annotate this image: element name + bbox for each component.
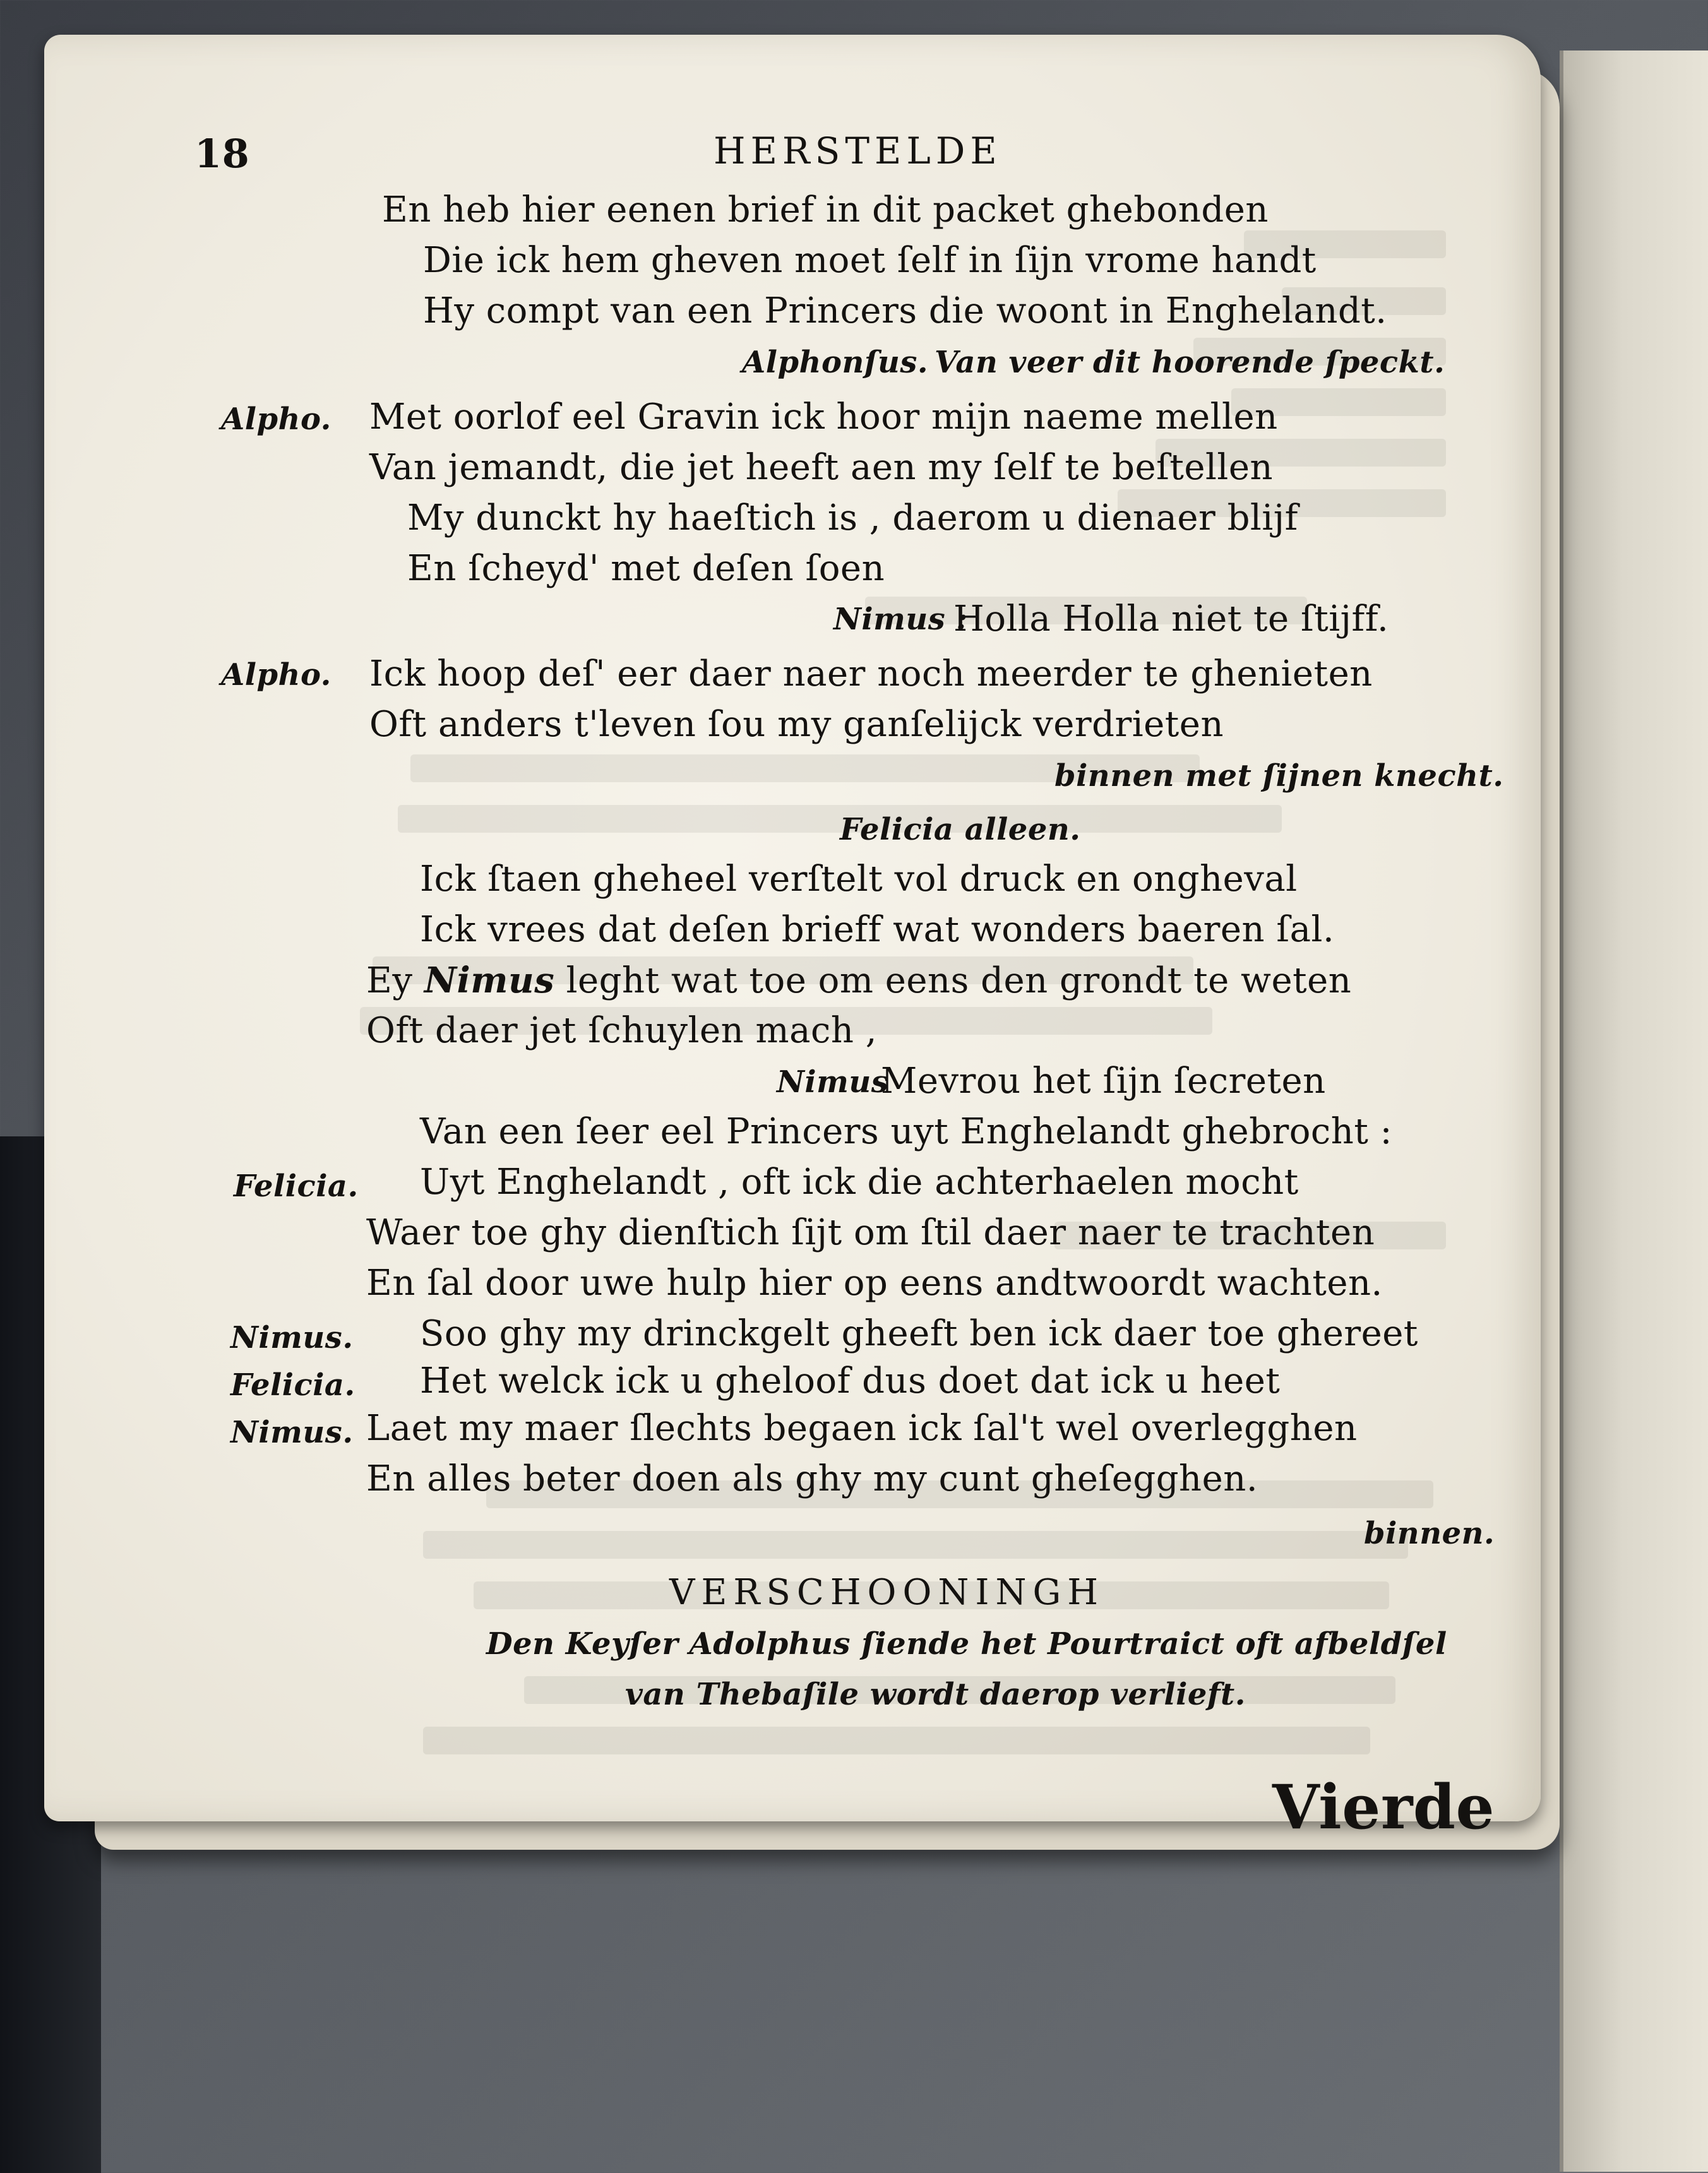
speaker-label: Alpho. [221, 402, 331, 437]
verse-line-18: Mevrou het ſijn ſecreten [881, 1061, 1326, 1102]
speaker-label: Alpho. [221, 657, 331, 693]
speaker-label: Felicia. [234, 1169, 359, 1204]
speaker-label: Felicia. [230, 1367, 355, 1403]
verse-line-19: Van een ſeer eel Princers uyt Enghelandt ghebrocht : [420, 1111, 1393, 1152]
stage-direction: Van veer dit hoorende ſpeckt. [935, 345, 1445, 380]
verse-line-21: Waer toe ghy dienſtich ſijt om ſtil daer naer te trachten [366, 1212, 1375, 1253]
verse-line-25: Laet my maer ſlechts begaen ick ſal't wel overlegghen [366, 1408, 1358, 1449]
speaker-label: Nimus. [230, 1415, 354, 1450]
verse-line-1: En heb hier eenen brief in dit packet ghebonden [382, 189, 1269, 230]
verse-line-8: En ſcheyd' met deſen ſoen [407, 548, 885, 589]
verse-line-24: Het welck ick u gheloof dus doet dat ick u heet [420, 1360, 1281, 1402]
verse-line-9: Holla Holla niet te ſtijff. [953, 598, 1389, 640]
scene-heading: Felicia alleen. [840, 812, 1081, 847]
verse-line-20: Uyt Enghelandt , oft ick die achterhaelen mocht [420, 1162, 1299, 1203]
section-heading: VERSCHOONINGH [669, 1572, 1105, 1613]
speaker-inline: Nimus [424, 960, 555, 1001]
verse-line-15: Ick vrees dat deſen brieff wat wonders baeren ſal. [420, 909, 1335, 950]
verse-line-7: My dunckt hy haeſtich is , daerom u dienaer blijf [407, 497, 1298, 539]
exit-direction: binnen met ſijnen knecht. [1054, 758, 1504, 794]
running-head: HERSTELDE [714, 129, 1002, 172]
verse-line-16: Ey Nimus leght wat toe om eens den grondt te weten [366, 960, 1352, 1001]
page-number: 18 [194, 131, 250, 177]
verse-line-22: En ſal door uwe hulp hier op eens andtwoordt wachten. [366, 1263, 1383, 1304]
verse-line-2: Die ick hem gheven moet ſelf in ſijn vrome handt [423, 240, 1317, 281]
speaker-label: Nimus. [230, 1320, 354, 1355]
verse-line-10: Ick hoop deſ' eer daer naer noch meerder te ghenieten [369, 653, 1373, 694]
exit-direction: binnen. [1364, 1516, 1495, 1551]
speaker-inline: Nimus : [833, 602, 968, 637]
catchword: Vierde [1272, 1771, 1495, 1843]
verse-line-14: Ick ſtaen gheheel verſtelt vol druck en ongheval [420, 859, 1298, 900]
speaker-inline: Nimus [777, 1064, 889, 1100]
verse-line-17: Oft daer jet ſchuylen mach , [366, 1010, 877, 1051]
verse-line-23: Soo ghy my drinckgelt gheeft ben ick daer toe ghereet [420, 1313, 1418, 1354]
verse-line-5: Met oorlof eel Gravin ick hoor mijn naeme mellen [369, 396, 1278, 438]
verse-line-11: Oft anders t'leven ſou my ganſelijck verdrieten [369, 704, 1224, 745]
verse-line-6: Van jemandt, die jet heeft aen my ſelf te beſtellen [369, 447, 1274, 488]
argument-line-2: van Thebaſile wordt daerop verlieft. [625, 1677, 1246, 1712]
stage-direction-speaker: Alphonſus. [742, 345, 929, 380]
verse-line-26: En alles beter doen als ghy my cunt gheſegghen. [366, 1458, 1258, 1499]
facing-page-edge [1560, 51, 1708, 2172]
book-page [44, 35, 1541, 1843]
verse-line-3: Hy compt van een Princers die woont in Enghelandt. [423, 290, 1387, 331]
argument-line-1: Den Keyſer Adolphus ſiende het Pourtraict oft afbeldſel [486, 1626, 1447, 1662]
